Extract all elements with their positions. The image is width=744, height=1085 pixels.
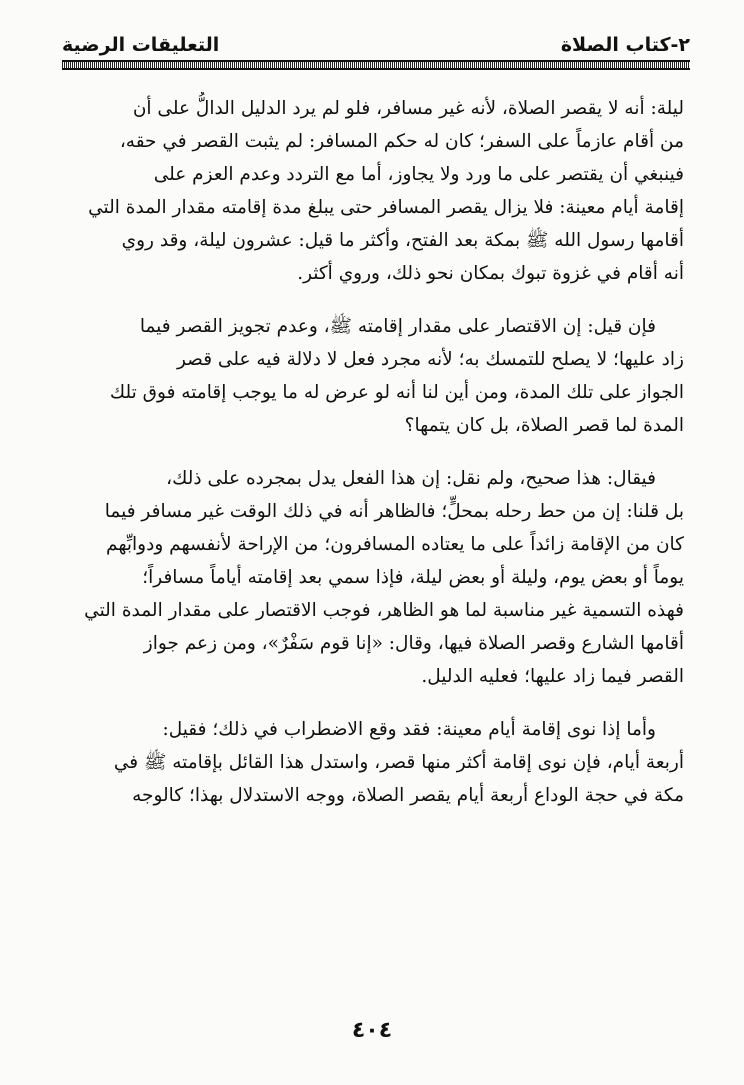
chapter-title: ٢-كتاب الصلاة [560,34,690,56]
page-body [64,92,684,832]
text-line: إقامة أيام معينة: فلا يزال يقصر المسافر حتى يبلغ مدة إقامته مقدار المدة التي [88,197,684,218]
text-line: فإن قيل: إن الاقتصار على مقدار إقامته ﷺ، وعدم تجويز القصر فيما [139,316,656,337]
text-line: أربعة أيام، فإن نوى إقامة أكثر منها قصر، واستدل هذا القائل بإقامته ﷺ في [113,752,684,773]
text-line: بل قلنا: إن من حط رحله بمحلٍّ؛ فالظاهر أنه في ذلك الوقت غير مسافر فيما [104,501,684,522]
running-header [62,30,690,56]
text-line: يوماً أو بعض يوم، وليلة أو بعض ليلة، فإذا سمي بعد إقامته أياماً مسافراً؛ [142,567,684,588]
text-line: فيقال: هذا صحيح، ولم نقل: إن هذا الفعل يدل بمجرده على ذلك، [166,468,656,489]
text-line: فينبغي أن يقتصر على ما ورد ولا يجاوز، أما مع التردد وعدم العزم على [153,164,684,185]
paragraph-1 [64,92,684,290]
text-line: الجواز على تلك المدة، ومن أين لنا أنه لو عرض له ما يوجب إقامته فوق تلك [109,382,684,403]
book-title: التعليقات الرضية [62,34,220,56]
text-line: أنه أقام في غزوة تبوك بمكان نحو ذلك، وروي أكثر. [297,263,684,284]
text-line: من أقام عازماً على السفر؛ كان له حكم المسافر: لم يثبت القصر في حقه، [119,131,684,152]
text-line: أقامها الشارع وقصر الصلاة فيها، وقال: «إنا قوم سَفْرٌ»، ومن زعم جواز [143,633,684,654]
text-line: كان من الإقامة زائداً على ما يعتاده المسافرون؛ من الإراحة لأنفسهم ودوابِّهم [106,534,684,555]
text-line: القصر فيما زاد عليها؛ فعليه الدليل. [421,666,684,687]
paragraph-4 [64,713,684,812]
page-number: ٤٠٤ [351,1018,393,1043]
paragraph-2 [64,310,684,442]
text-line: أقامها رسول الله ﷺ بمكة بعد الفتح، وأكثر ما قيل: عشرون ليلة، وقد روي [121,230,684,251]
text-line: المدة لما قصر الصلاة، بل كان يتمها؟ [404,415,684,436]
text-line: مكة في حجة الوداع أربعة أيام يقصر الصلاة، ووجه الاستدلال بهذا؛ كالوجه [132,785,684,806]
text-line: وأما إذا نوى إقامة أيام معينة: فقد وقع الاضطراب في ذلك؛ فقيل: [162,719,656,740]
text-line: ليلة: أنه لا يقصر الصلاة، لأنه غير مسافر، فلو لم يرد الدليل الدالُّ على أن [132,98,684,119]
header-rule [62,60,690,70]
text-line: زاد عليها؛ لا يصلح للتمسك به؛ لأنه مجرد فعل لا دلالة فيه على قصر [176,349,684,370]
paragraph-3 [64,462,684,693]
text-line: فهذه التسمية غير مناسبة لما هو الظاهر، فوجب الاقتصار على مقدار المدة التي [84,600,684,621]
